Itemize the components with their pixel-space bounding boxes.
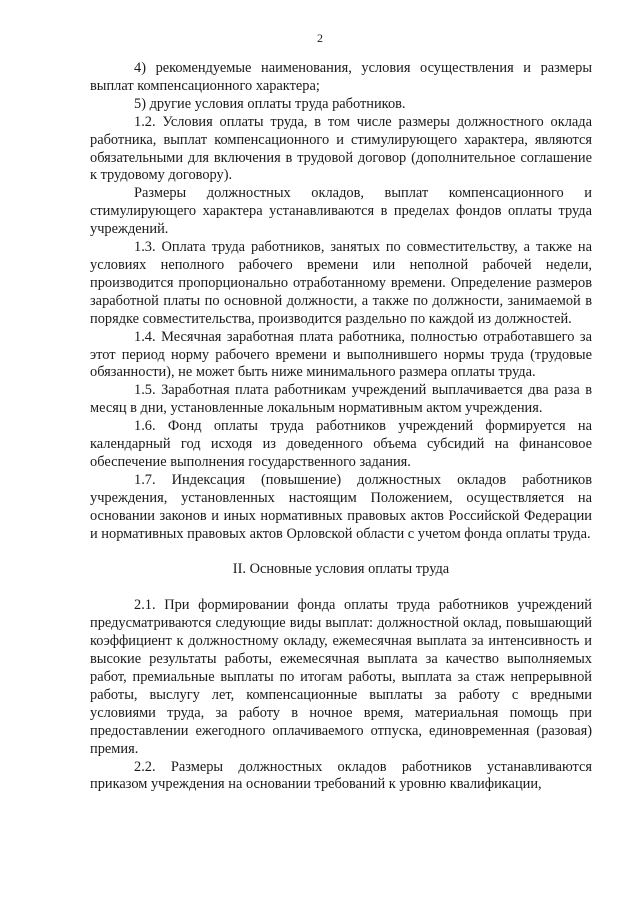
- paragraph: 2.2. Размеры должностных окладов работников устанавливаются приказом учреждения на основании требований к уровню квалификации,: [90, 758, 592, 793]
- paragraph: 1.4. Месячная заработная плата работника, полностью отработавшего за этот период норму рабочего времени и выполнившего нормы труда (трудовые обязанности), не может быть ниже минимального размера оплаты труда.: [90, 328, 592, 381]
- paragraph: 4) рекомендуемые наименования, условия осуществления и размеры выплат компенсационного характера;: [90, 60, 592, 94]
- document-body: [90, 60, 592, 794]
- paragraph: 1.5. Заработная плата работникам учреждений выплачивается два раза в месяц в дни, установленные локальным нормативным актом учреждения.: [90, 382, 592, 417]
- paragraph: 1.2. Условия оплаты труда, в том числе размеры должностного оклада работника, выплат компенсационного и стимулирующего характера, являются обязательными для включения в трудовой договор (дополнительное соглашение к трудовому договору).: [90, 113, 592, 184]
- paragraph: 5) другие условия оплаты труда работников.: [134, 95, 406, 112]
- paragraph: 1.6. Фонд оплаты труда работников учреждений формируется на календарный год исходя из доведенного объема субсидий на финансовое обеспечение выполнения государственного задания.: [90, 418, 592, 470]
- paragraph: Размеры должностных окладов, выплат компенсационного и стимулирующего характера устанавливаются в пределах фондов оплаты труда учреждений.: [90, 185, 592, 238]
- paragraph: 1.7. Индексация (повышение) должностных окладов работников учреждения, установленных настоящим Положением, осуществляется на основании законов и иных нормативных правовых актов Российской Федерации и нормативных правовых актов Орловской области с учетом фонда оплаты труда.: [90, 471, 592, 542]
- paragraph: 1.3. Оплата труда работников, занятых по совместительству, а также на условиях неполного рабочего времени или неполной рабочей недели, производится пропорционально отработанному времени. Определение размеров заработной платы по основной должности, а также по должности, занимаемой в порядке совместительства, производится раздельно по каждой из должностей.: [90, 239, 592, 327]
- section-heading: II. Основные условия оплаты труда: [232, 561, 450, 578]
- page-number: 2: [317, 31, 323, 45]
- paragraph: 2.1. При формировании фонда оплаты труда работников учреждений предусматриваются следующие виды выплат: должностной оклад, повышающий коэффициент к должностному окладу, ежемесячная выплата за интенсивность и высокие результаты работы, ежемесячная выплата за качество выполняемых работ, премиальные выплаты по итогам работы, выплата за стаж непрерывной работы, выслугу лет, компенсационные выплаты за работу с вредными условиями труда, за работу в ночное время, материальная помощь при предоставлении ежегодного оплачиваемого отпуска, единовременная (разовая) премия.: [90, 597, 592, 757]
